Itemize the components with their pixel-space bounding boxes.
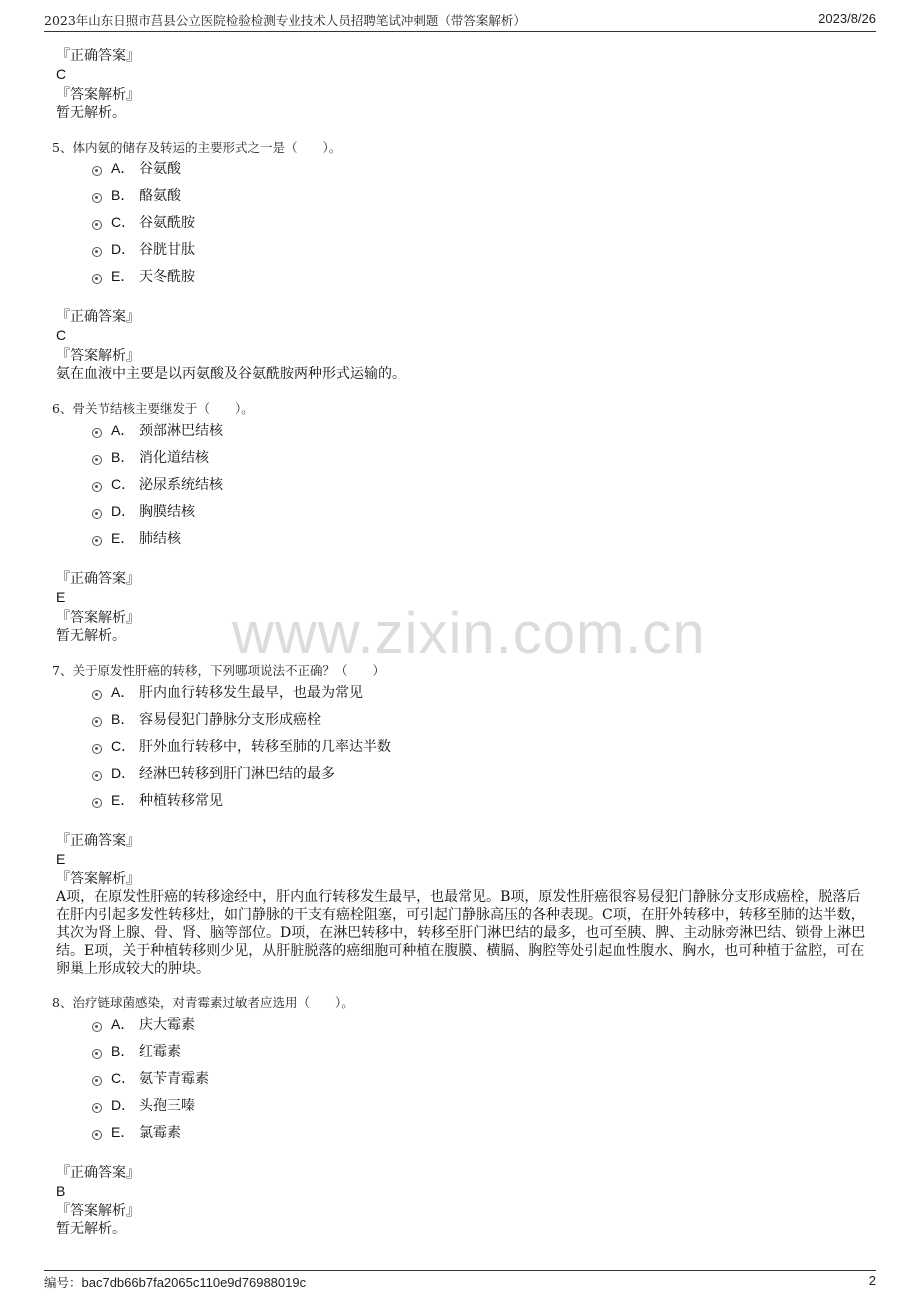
analysis-label: 『答案解析』 [56, 610, 140, 626]
option-text: 天冬酰胺 [139, 269, 195, 285]
option-d[interactable]: D． 经淋巴转移到肝门淋巴结的最多 [92, 763, 335, 783]
radio-icon[interactable] [92, 220, 102, 230]
radio-icon[interactable] [92, 690, 102, 700]
question-stem: 8、治疗链球菌感染，对青霉素过敏者应选用（ ）。 [52, 995, 354, 1010]
document-code: bac7db66b7fa2065c110e9d76988019c [81, 1275, 307, 1290]
option-text: 消化道结核 [139, 450, 209, 466]
analysis-text: 暂无解析。 [56, 628, 126, 644]
option-text: 经淋巴转移到肝门淋巴结的最多 [139, 766, 335, 782]
option-text: 肝外血行转移中，转移至肺的几率达半数 [139, 739, 391, 755]
radio-icon[interactable] [92, 1022, 102, 1032]
option-c[interactable]: C． 谷氨酰胺 [92, 212, 195, 232]
radio-icon[interactable] [92, 798, 102, 808]
analysis-text: A项，在原发性肝癌的转移途经中，肝内血行转移发生最早，也最常见。B项，原发性肝癌很容易侵犯门静脉分支形成癌栓，脱落后在肝内引起多发性转移灶，如门静脉的干支有癌栓阻塞，可引起门静脉高压的各种表现。C项，在肝外转移中，转移至肺的达半数，其次为肾上腺、骨、肾、脑等部位。D项，在淋巴转移中，转移至肝门淋巴结的最多，也可至胰、脾、主动脉旁淋巴结、锁骨上淋巴结。E项，关于种植转移则少见，从肝脏脱落的癌细胞可种植在腹膜、横膈、胸腔等处引起血性腹水、胸水，也可种植于盆腔，可在卵巢上形成较大的肿块。 [56, 889, 866, 977]
option-text: 庆大霉素 [139, 1017, 195, 1033]
document-title: 2023年山东日照市莒县公立医院检验检测专业技术人员招聘笔试冲刺题（带答案解析） [44, 13, 526, 28]
radio-icon[interactable] [92, 1103, 102, 1113]
option-text: 谷氨酰胺 [139, 215, 195, 231]
radio-icon[interactable] [92, 166, 102, 176]
radio-icon[interactable] [92, 717, 102, 727]
radio-icon[interactable] [92, 247, 102, 257]
option-d[interactable]: D． 头孢三嗪 [92, 1095, 195, 1115]
analysis-text: 暂无解析。 [56, 105, 126, 121]
document-date: 2023/8/26 [818, 11, 876, 26]
option-d[interactable]: D． 谷胱甘肽 [92, 239, 195, 259]
option-a[interactable]: A． 颈部淋巴结核 [92, 420, 223, 440]
page-footer [44, 1273, 876, 1291]
radio-icon[interactable] [92, 1049, 102, 1059]
option-b[interactable]: B． 消化道结核 [92, 447, 209, 467]
page-header [44, 11, 876, 31]
option-text: 谷氨酸 [139, 161, 181, 177]
radio-icon[interactable] [92, 193, 102, 203]
watermark: www.zixin.com.cn [232, 601, 706, 666]
option-c[interactable]: C． 肝外血行转移中，转移至肺的几率达半数 [92, 736, 391, 756]
radio-icon[interactable] [92, 482, 102, 492]
option-e[interactable]: E． 肺结核 [92, 528, 181, 548]
option-b[interactable]: B． 红霉素 [92, 1041, 181, 1061]
analysis-text: 氨在血液中主要是以丙氨酸及谷氨酰胺两种形式运输的。 [56, 366, 406, 382]
option-text: 种植转移常见 [139, 793, 223, 809]
footer-divider [44, 1270, 876, 1271]
correct-answer-value: B [56, 1183, 66, 1199]
analysis-label: 『答案解析』 [56, 1203, 140, 1219]
correct-answer-value: E [56, 589, 66, 605]
correct-answer-label: 『正确答案』 [56, 571, 140, 587]
option-e[interactable]: E． 氯霉素 [92, 1122, 181, 1142]
correct-answer-label: 『正确答案』 [56, 833, 140, 849]
correct-answer-value: E [56, 851, 66, 867]
analysis-label: 『答案解析』 [56, 87, 140, 103]
option-text: 氨苄青霉素 [139, 1071, 209, 1087]
analysis-label: 『答案解析』 [56, 871, 140, 887]
radio-icon[interactable] [92, 1130, 102, 1140]
option-text: 胸膜结核 [139, 504, 195, 520]
option-text: 酪氨酸 [139, 188, 181, 204]
radio-icon[interactable] [92, 455, 102, 465]
option-text: 颈部淋巴结核 [139, 423, 223, 439]
option-d[interactable]: D． 胸膜结核 [92, 501, 195, 521]
radio-icon[interactable] [92, 536, 102, 546]
correct-answer-value: C [56, 66, 67, 82]
radio-icon[interactable] [92, 274, 102, 284]
radio-icon[interactable] [92, 1076, 102, 1086]
option-c[interactable]: C． 泌尿系统结核 [92, 474, 223, 494]
option-b[interactable]: B． 酪氨酸 [92, 185, 181, 205]
radio-icon[interactable] [92, 744, 102, 754]
option-a[interactable]: A． 谷氨酸 [92, 158, 181, 178]
option-text: 红霉素 [139, 1044, 181, 1060]
option-text: 泌尿系统结核 [139, 477, 223, 493]
question-stem: 6、骨关节结核主要继发于（ ）。 [52, 401, 254, 416]
option-b[interactable]: B． 容易侵犯门静脉分支形成癌栓 [92, 709, 321, 729]
question-stem: 7、关于原发性肝癌的转移，下列哪项说法不正确？（ ） [52, 663, 385, 678]
option-text: 头孢三嗪 [139, 1098, 195, 1114]
correct-answer-value: C [56, 327, 67, 343]
option-a[interactable]: A． 肝内血行转移发生最早，也最为常见 [92, 682, 363, 702]
correct-answer-label: 『正确答案』 [56, 309, 140, 325]
correct-answer-label: 『正确答案』 [56, 1165, 140, 1181]
radio-icon[interactable] [92, 509, 102, 519]
option-text: 氯霉素 [139, 1125, 181, 1141]
option-c[interactable]: C． 氨苄青霉素 [92, 1068, 209, 1088]
page-number: 2 [868, 1273, 876, 1288]
correct-answer-label: 『正确答案』 [56, 48, 140, 64]
radio-icon[interactable] [92, 771, 102, 781]
header-divider [44, 31, 876, 32]
option-text: 肝内血行转移发生最早，也最为常见 [139, 685, 363, 701]
option-text: 谷胱甘肽 [139, 242, 195, 258]
analysis-text: 暂无解析。 [56, 1221, 126, 1237]
analysis-label: 『答案解析』 [56, 348, 140, 364]
document-code-label: 编号： [44, 1275, 82, 1290]
option-a[interactable]: A． 庆大霉素 [92, 1014, 195, 1034]
option-e[interactable]: E． 天冬酰胺 [92, 266, 195, 286]
option-e[interactable]: E． 种植转移常见 [92, 790, 223, 810]
radio-icon[interactable] [92, 428, 102, 438]
option-text: 容易侵犯门静脉分支形成癌栓 [139, 712, 321, 728]
option-text: 肺结核 [139, 531, 181, 547]
question-stem: 5、体内氨的储存及转运的主要形式之一是（ ）。 [52, 140, 342, 155]
